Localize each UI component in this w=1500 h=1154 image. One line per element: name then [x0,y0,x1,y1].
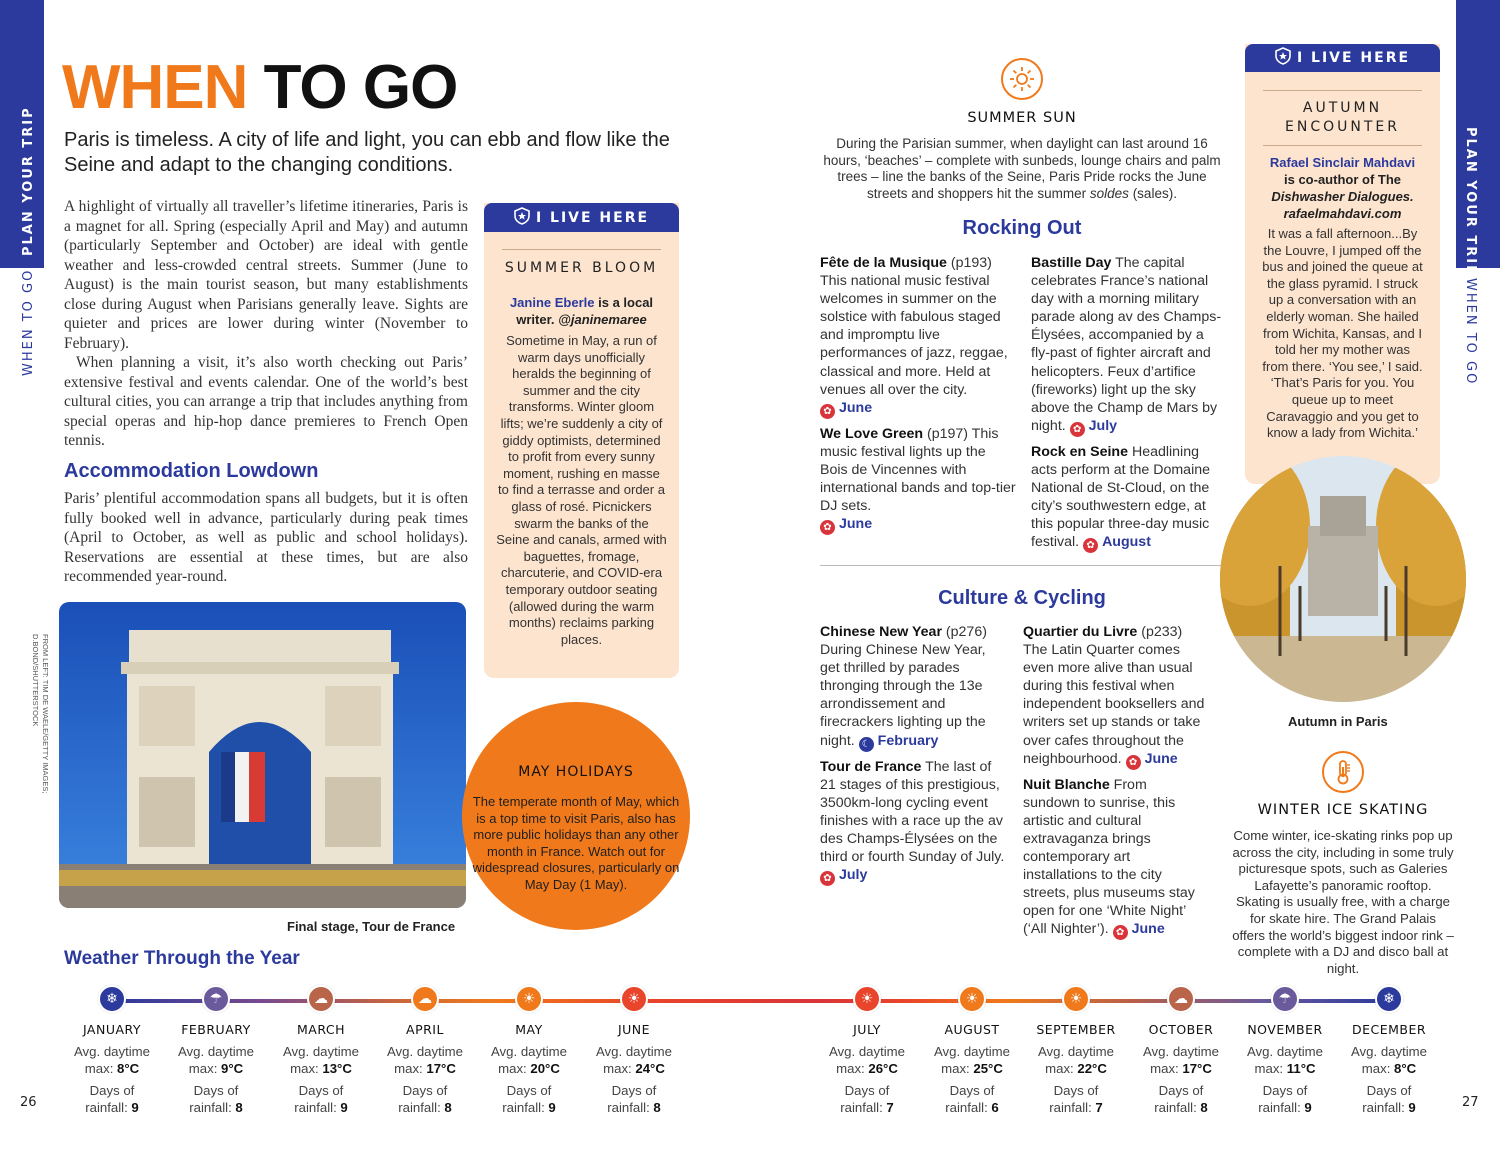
rainfall-label: rainfall: [607,1099,654,1115]
right-section-label: PLAN YOUR TRIP [1463,127,1478,277]
event-month [1070,418,1117,434]
event-month-label: July [839,867,868,884]
card-title [1245,99,1440,137]
rainfall-label: rainfall: [1049,1099,1096,1115]
temp-value: 20°C [530,1060,560,1076]
avg-daytime-max [62,1044,162,1077]
snowflake-icon: ❄ [98,985,126,1013]
rainfall-label: rainfall: [840,1099,887,1115]
event-text: From sundown to sunrise, this artistic and cultural extravaganza brings contemporary art installations to the city streets, plus museums stay open for one ‘White Night’ (‘All Nighter’). [1023,776,1195,938]
rainfall-label: rainfall: [294,1099,341,1115]
calendar-badge-icon: ✿ [1126,755,1141,770]
event-quartier-du-livre [1023,623,1207,770]
card-author [1245,154,1440,222]
winter-text: Come winter, ice-skating rinks pop up across the city, including in some truly picturesque spots, such as Galeries Lafayette’s panoramic rooftop. Skating is usually free, with a charge for skate hire. The Grand Palais offers the world’s biggest indoor rink – complete with a DJ and disco ball at night. [1232,828,1454,976]
event-chinese-new-year [820,623,1006,752]
month-name: FEBRUARY [181,1022,251,1037]
event-ref: (p233) [1137,624,1183,640]
temp-value: 26°C [868,1060,898,1076]
author-desc: is co-author of The [1284,172,1401,187]
max-label: max: [1150,1060,1183,1076]
month-name: OCTOBER [1148,1022,1214,1037]
cloud-sun-icon: ☁ [307,985,335,1013]
summer-sun-title: SUMMER SUN [967,110,1077,126]
title-word-to-go: TO GO [263,53,458,122]
rainfall-label: rainfall: [1362,1099,1409,1115]
temp-value: 17°C [1182,1060,1212,1076]
calendar-badge-icon: ✿ [820,871,835,886]
culture-col-right [1023,623,1207,946]
temp-value: 8°C [117,1060,140,1076]
thermometer-icon [1322,751,1364,793]
days-of-rainfall [166,1083,266,1116]
event-text: During Chinese New Year, get thrilled by parades thronging through the 13e arrondissement and firecrackers lighting up the night. [820,642,986,749]
photo-credit [30,634,50,793]
event-nuit-blanche [1023,776,1207,941]
avg-label: Avg. daytime [74,1044,150,1059]
temp-value: 9°C [221,1060,244,1076]
body-paragraph-1: A highlight of virtually all traveller’s lifetime itineraries, Paris is a magnet for all. Spring (especially April and May) and autumn (particularly September and October) are ideal with gentle weather and less-crowded central streets. Summer (June to August) is the main tourist season, but many establishments close during August when Parisians generally leave. Sights are quieter and prices are lower during winter (November to February). [64,198,468,352]
avg-label: Avg. daytime [1143,1044,1219,1059]
card-header-label: I LIVE HERE [535,209,650,226]
rainfall-label: rainfall: [1154,1099,1201,1115]
avg-label: Avg. daytime [178,1044,254,1059]
weather-month-may [479,985,579,1116]
avg-daytime-max [1026,1044,1126,1077]
card-divider [1263,90,1422,91]
page-number-right: 27 [1462,1095,1479,1110]
rain-days-value: 9 [340,1099,348,1115]
arc-photo-caption: Final stage, Tour de France [287,919,456,934]
weather-month-march [271,985,371,1116]
max-label: max: [836,1060,869,1076]
event-tour-de-france [820,758,1006,887]
event-name: Quartier du Livre [1023,624,1138,640]
rain-days-value: 9 [1304,1099,1312,1115]
rainfall-label: rainfall: [1258,1099,1305,1115]
month-name: SEPTEMBER [1036,1022,1116,1037]
max-label: max: [1045,1060,1078,1076]
month-name: MARCH [296,1022,346,1037]
card-title-line-1: AUTUMN [1302,100,1383,116]
card-title: SUMMER BLOOM [504,260,659,276]
page-title [62,52,457,123]
days-label: Days of [298,1083,344,1098]
avg-label: Avg. daytime [491,1044,567,1059]
rainfall-label: rainfall: [85,1099,132,1115]
weather-month-february [166,985,266,1116]
summer-sun-text-em: soldes [1089,185,1129,201]
days-of-rainfall [375,1083,475,1116]
rainfall-label: rainfall: [502,1099,549,1115]
event-text: This national music festival welcomes in summer on the solstice with fabulous staged and impromptu live performances of jazz, reggae, classical and more. Held at venues all over the city. [820,273,1008,398]
author-handle: @janinemaree [558,312,647,327]
days-label: Days of [1366,1083,1412,1098]
days-label: Days of [402,1083,448,1098]
avg-label: Avg. daytime [934,1044,1010,1059]
page-number-left: 26 [20,1095,37,1110]
avg-label: Avg. daytime [283,1044,359,1059]
weather-month-november [1235,985,1335,1116]
event-name: Bastille Day [1031,255,1112,271]
rain-days-value: 7 [1095,1099,1103,1115]
event-ref: (p197) [923,425,968,442]
month-name: AUGUST [944,1022,1000,1037]
event-text: The capital celebrates France’s national day with a morning military parade along av des Champs-Élysées, accompanied by a fly-past of fighter aircraft and helicopters. Feux d’artifice (fireworks) light up the sky above the Champ de Mars by night. [1031,255,1222,434]
avg-daytime-max [479,1044,579,1077]
max-label: max: [603,1060,636,1076]
rain-days-value: 8 [653,1099,661,1115]
event-ref: (p276) [941,624,987,640]
photo-credit-line-1: FROM LEFT: TIM DE WAELE/GETTY IMAGES; [41,634,50,794]
avg-daytime-max [922,1044,1022,1077]
author-name: Janine Eberle [509,295,595,310]
cloud-rain-icon: ☂ [1271,985,1299,1013]
avg-label: Avg. daytime [1038,1044,1114,1059]
temp-value: 25°C [973,1060,1003,1076]
avg-label: Avg. daytime [387,1044,463,1059]
max-label: max: [1254,1060,1287,1076]
days-of-rainfall [1026,1083,1126,1116]
calendar-badge-icon: ☾ [859,737,874,752]
temp-value: 22°C [1077,1060,1107,1076]
summer-bloom-card [484,203,679,678]
calendar-badge-icon: ✿ [820,404,835,419]
rainfall-label: rainfall: [945,1099,992,1115]
event-month [820,516,872,532]
intro-paragraph: Paris is timeless. A city of life and light, you can ebb and flow like the Seine and adapt to the changing conditions. [64,129,670,176]
sun-icon: ☀ [1062,985,1090,1013]
sun-icon [1001,58,1043,100]
culture-col-left [820,623,1006,892]
avg-daytime-max [271,1044,371,1077]
event-month [1126,751,1178,767]
event-month-label: February [877,732,939,749]
title-word-when: WHEN [62,53,248,122]
cloud-rain-icon: ☂ [202,985,230,1013]
month-name: JUNE [617,1022,651,1037]
event-fete-de-la-musique [820,254,1016,419]
days-of-rainfall [62,1083,162,1116]
weather-month-june [584,985,684,1116]
month-name: DECEMBER [1351,1022,1427,1037]
card-divider [1263,145,1422,146]
days-of-rainfall [922,1083,1022,1116]
avg-daytime-max [375,1044,475,1077]
event-name: Nuit Blanche [1023,776,1110,793]
snowflake-icon: ❄ [1375,985,1403,1013]
weather-month-april [375,985,475,1116]
card-text: Sometime in May, a run of warm days unofficially heralds the beginning of summer and the city transforms. Winter gloom lifts; we’re suddenly a city of giddy optimists, determined to profit from every sunny moment, rushing en masse to find a terrasse and order a glass of rosé. Picnickers swarm the banks of the Seine and canals, armed with baguettes, fromage, charcuterie, and COVID-era temporary outdoor seating (allowed during the warm months) reclaims parking places. [496,333,667,647]
may-holidays-text: The temperate month of May, which is a top time to visit Paris, also has more public holidays than any other month in France. Watch out for widespread closures, particularly on May Day (1 May). [472,794,680,892]
event-ref: (p193) [946,255,992,271]
days-label: Days of [611,1083,657,1098]
event-text: The last of 21 stages of this prestigious, 3500km-long cycling event finishes with a race up the av des Champs-Élysées on the third or fourth Sunday of July. [820,758,1005,866]
rain-days-value: 7 [886,1099,894,1115]
avg-daytime-max [584,1044,684,1077]
calendar-badge-icon: ✿ [820,520,835,535]
days-label: Days of [506,1083,552,1098]
winter-title: WINTER ICE SKATING [1257,802,1429,818]
max-label: max: [84,1060,118,1076]
card-header [1245,44,1440,72]
rainfall-label: rainfall: [189,1099,236,1115]
card-text: It was a fall afternoon...By the Louvre, I jumped off the bus and joined the queue at the glass pyramid. I struck up a conversation with an elderly woman. She hailed from Wichita, Kansas, and I told her my mother was from there. ‘You see,’ I said. ‘That’s Paris for you. You queue up to meet Caravaggio and you get to know a lady from Wichita.’ [1262,226,1423,441]
days-label: Days of [1053,1083,1099,1098]
sun-icon: ☀ [515,985,543,1013]
arc-de-triomphe-photo [59,602,466,908]
days-label: Days of [193,1083,239,1098]
avg-daytime-max [1131,1044,1231,1077]
rocking-col-left [820,254,1016,541]
days-of-rainfall [1131,1083,1231,1116]
days-label: Days of [844,1083,890,1098]
month-name: JANUARY [82,1022,142,1037]
author-name: Rafael Sinclair Mahdavi [1269,155,1416,170]
autumn-photo-caption: Autumn in Paris [1288,714,1388,729]
event-month-label: June [1144,750,1178,767]
weather-month-january [62,985,162,1116]
event-text: The Latin Quarter comes even more alive than usual during this festival when independent booksellers and writers set up stands or take over cafes throughout the neighbourhood. [1023,642,1205,767]
rain-days-value: 8 [444,1099,452,1115]
days-label: Days of [1262,1083,1308,1098]
rainfall-label: rainfall: [398,1099,445,1115]
days-label: Days of [1158,1083,1204,1098]
calendar-badge-icon: ✿ [1113,925,1128,940]
weather-month-december [1339,985,1439,1116]
sun-icon: ☀ [620,985,648,1013]
event-we-love-green [820,425,1016,535]
card-title-line-2: ENCOUNTER [1285,119,1400,135]
right-chapter-label: WHEN TO GO [1463,278,1478,386]
max-label: max: [290,1060,323,1076]
avg-daytime-max [166,1044,266,1077]
avg-label: Avg. daytime [1247,1044,1323,1059]
event-month-label: August [1102,534,1151,551]
cloud-sun-icon: ☁ [411,985,439,1013]
summer-sun-text [816,136,1228,202]
culture-cycling-heading: Culture & Cycling [938,587,1106,609]
sun-icon: ☀ [958,985,986,1013]
max-label: max: [394,1060,427,1076]
badge-icon [1275,47,1291,69]
section-divider [820,565,1225,566]
days-of-rainfall [584,1083,684,1116]
max-label: max: [1361,1060,1395,1076]
rain-days-value: 9 [548,1099,556,1115]
weather-month-july [817,985,917,1116]
weather-month-august [922,985,1022,1116]
rain-days-value: 8 [1200,1099,1208,1115]
accommodation-heading: Accommodation Lowdown [64,460,319,482]
days-label: Days of [89,1083,135,1098]
avg-daytime-max [817,1044,917,1077]
temp-value: 13°C [322,1060,352,1076]
event-text: This music festival lights up the Bois de Vincennes with international bands and top-tier DJ sets. [820,425,1016,515]
rain-days-value: 9 [131,1099,139,1115]
event-month-label: June [839,399,873,416]
autumn-encounter-card [1245,44,1440,484]
body-paragraph-2: When planning a visit, it’s also worth checking out Paris’ extensive festival and events calendar. One of the world’s best cultural cities, you can arrange a trip that includes anything from special operas and hip-hop dance premieres to French Open tennis. [64,354,468,449]
max-label: max: [188,1060,222,1076]
body-text [64,197,468,451]
event-name: Tour de France [820,758,922,775]
days-of-rainfall [271,1083,371,1116]
rain-days-value: 8 [235,1099,243,1115]
calendar-badge-icon: ✿ [1083,538,1098,553]
rain-days-value: 9 [1408,1099,1416,1115]
rain-days-value: 6 [991,1099,999,1115]
temp-value: 8°C [1394,1060,1417,1076]
max-label: max: [941,1060,974,1076]
event-month [1113,921,1165,937]
event-month [820,867,867,883]
avg-label: Avg. daytime [1351,1044,1427,1059]
badge-icon [514,207,530,229]
event-month [859,733,939,749]
event-name: Chinese New Year [820,624,942,640]
avg-daytime-max [1339,1044,1439,1077]
weather-heading: Weather Through the Year [64,948,300,969]
calendar-badge-icon: ✿ [1070,422,1085,437]
author-website: rafaelmahdavi.com [1283,206,1402,221]
avg-daytime-max [1235,1044,1335,1077]
days-label: Days of [949,1083,995,1098]
temp-value: 24°C [635,1060,665,1076]
days-of-rainfall [1339,1083,1439,1116]
cloud-sun-icon: ☁ [1167,985,1195,1013]
may-holidays-title: MAY HOLIDAYS [518,764,634,780]
event-text: Headlining acts perform at the Domaine National de St-Cloud, on the city’s southwestern edge, at this popular three-day music festival. [1031,443,1210,551]
event-month [820,400,872,416]
author-book: Dishwasher Dialogues. [1271,189,1414,204]
accommodation-text: Paris’ plentiful accommodation spans all budgets, but it is often fully booked well in advance, particularly during peak times (April to October, as well as public and school holidays). Reservations are essential at these times, but are also recommended year-round. [64,490,468,585]
event-name: Fête de la Musique [820,255,947,271]
author-desc: is a local writer. [516,295,654,327]
rocking-out-heading: Rocking Out [962,217,1082,239]
weather-month-september [1026,985,1126,1116]
event-name: Rock en Seine [1031,443,1128,460]
month-name: JULY [853,1022,881,1037]
left-chapter-label: WHEN TO GO [21,268,36,376]
days-of-rainfall [817,1083,917,1116]
summer-sun-text-b: (sales). [1128,185,1177,201]
avg-label: Avg. daytime [829,1044,905,1059]
month-name: NOVEMBER [1247,1022,1323,1037]
photo-credit-line-2: D.BOND/SHUTTERSTOCK [31,634,40,727]
max-label: max: [498,1060,531,1076]
temp-value: 11°C [1286,1060,1316,1076]
event-bastille-day [1031,254,1225,437]
event-month-label: June [839,516,873,533]
event-name: We Love Green [820,425,924,442]
event-month-label: June [1131,921,1165,938]
weather-month-october [1131,985,1231,1116]
card-divider [502,249,661,250]
may-holidays-circle [462,702,690,930]
summer-sun-text-a: During the Parisian summer, when daylight can last around 16 hours, ‘beaches’ – complete with sunbeds, lounge chairs and palm trees – line the banks of the Seine, Paris Pride rocks the June streets and shoppers hit the summer [823,136,1221,201]
event-month [1083,534,1151,550]
month-name: APRIL [406,1022,444,1037]
event-month-label: July [1088,417,1118,434]
rocking-col-right [1031,254,1225,559]
card-header-label: I LIVE HERE [1296,50,1411,66]
event-rock-en-seine [1031,443,1225,553]
left-section-label: PLAN YOUR TRIP [21,106,36,256]
card-header [484,203,679,232]
days-of-rainfall [1235,1083,1335,1116]
sun-icon: ☀ [853,985,881,1013]
avg-label: Avg. daytime [596,1044,672,1059]
days-of-rainfall [479,1083,579,1116]
card-author [484,294,679,328]
autumn-in-paris-photo [1220,456,1466,702]
month-name: MAY [515,1022,543,1037]
temp-value: 17°C [426,1060,456,1076]
